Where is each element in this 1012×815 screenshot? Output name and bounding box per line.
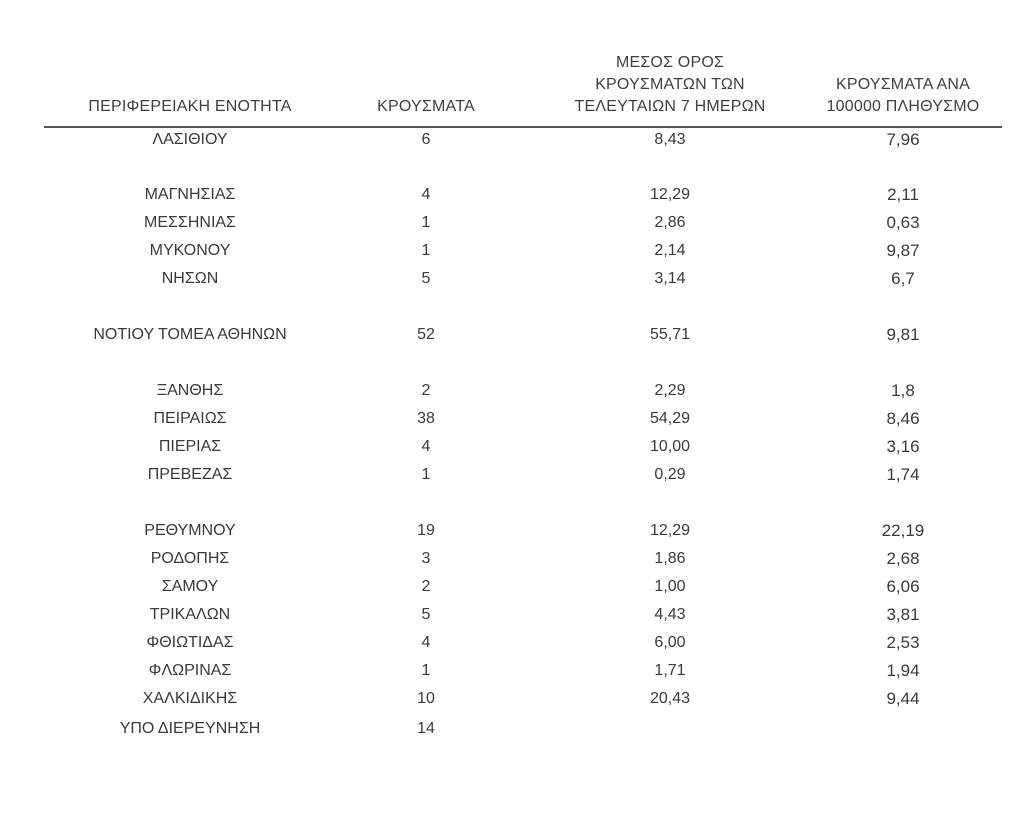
cell-cases: 1 <box>421 214 431 231</box>
cell-cases: 1 <box>421 242 431 259</box>
cell-region: ΥΠΟ ΔΙΕΡΕΥΝΗΣΗ <box>119 720 261 737</box>
cell-region: ΧΑΛΚΙΔΙΚΗΣ <box>142 690 238 707</box>
cell-avg-7-days: 2,29 <box>654 382 686 399</box>
cell-avg-7-days: 4,43 <box>654 606 686 623</box>
cell-cases: 4 <box>421 186 431 203</box>
table-row <box>0 182 1012 208</box>
cell-avg-7-days: 2,14 <box>654 242 686 259</box>
cell-cases: 19 <box>417 522 435 539</box>
cell-cases-per-100k: 1,94 <box>886 661 920 680</box>
cell-cases: 5 <box>421 270 431 287</box>
table-row <box>0 266 1012 292</box>
cell-cases-per-100k: 9,81 <box>886 325 920 344</box>
header-cases-line: ΚΡΟΥΣΜΑΤΑ <box>377 98 475 115</box>
cell-cases-per-100k: 2,53 <box>886 633 920 652</box>
table-row <box>0 238 1012 264</box>
cell-cases-per-100k: 6,7 <box>891 269 915 288</box>
cell-region: ΠΡΕΒΕΖΑΣ <box>147 466 233 483</box>
header-avg-7-days-line: ΚΡΟΥΣΜΑΤΩΝ ΤΩΝ <box>595 76 745 93</box>
cell-region: ΡΟΔΟΠΗΣ <box>150 550 230 567</box>
header-avg-7-days-line: ΜΕΣΟΣ ΟΡΟΣ <box>615 54 725 71</box>
cell-region: ΤΡΙΚΑΛΩΝ <box>149 606 231 623</box>
cell-region: ΦΘΙΩΤΙΔΑΣ <box>146 634 234 651</box>
cell-region: ΠΕΙΡΑΙΩΣ <box>153 410 227 427</box>
table-row <box>0 518 1012 544</box>
cell-cases-per-100k: 9,44 <box>886 689 920 708</box>
cell-cases-per-100k: 0,63 <box>886 213 920 232</box>
table-row <box>0 686 1012 712</box>
cell-avg-7-days: 12,29 <box>649 522 691 539</box>
cell-region: ΣΑΜΟΥ <box>161 578 219 595</box>
table-row <box>0 462 1012 488</box>
cell-avg-7-days: 1,00 <box>654 578 686 595</box>
table-row <box>0 406 1012 432</box>
cell-cases-per-100k: 7,96 <box>886 130 920 149</box>
table-row <box>0 210 1012 236</box>
cell-cases-per-100k: 2,68 <box>886 549 920 568</box>
table-row <box>0 574 1012 600</box>
cell-cases-per-100k: 1,8 <box>891 381 915 400</box>
cell-cases: 2 <box>421 578 431 595</box>
cell-avg-7-days: 54,29 <box>649 410 691 427</box>
cell-cases: 2 <box>421 382 431 399</box>
cell-avg-7-days: 8,43 <box>654 131 686 148</box>
cell-avg-7-days: 20,43 <box>649 690 691 707</box>
cell-region: ΞΑΝΘΗΣ <box>156 382 224 399</box>
cell-region: ΜΑΓΝΗΣΙΑΣ <box>144 186 236 203</box>
cell-region: ΝΗΣΩΝ <box>161 270 219 287</box>
cell-cases: 38 <box>417 410 435 427</box>
cell-cases: 1 <box>421 466 431 483</box>
header-region-line: ΠΕΡΙΦΕΡΕΙΑΚΗ ΕΝΟΤΗΤΑ <box>88 98 292 115</box>
cell-region: ΠΙΕΡΙΑΣ <box>158 438 222 455</box>
cell-avg-7-days: 1,71 <box>654 662 686 679</box>
table-row <box>0 602 1012 628</box>
header-per-100k-line: ΚΡΟΥΣΜΑΤΑ ΑΝΑ <box>835 76 971 93</box>
cell-region: ΝΟΤΙΟΥ ΤΟΜΕΑ ΑΘΗΝΩΝ <box>93 326 287 343</box>
cell-cases-per-100k: 22,19 <box>881 521 925 540</box>
cell-cases-per-100k: 6,06 <box>886 577 920 596</box>
cell-cases: 4 <box>421 438 431 455</box>
table-row <box>0 322 1012 348</box>
cell-cases-per-100k: 3,81 <box>886 605 920 624</box>
cell-region: ΜΥΚΟΝΟΥ <box>149 242 231 259</box>
cell-cases-per-100k: 2,11 <box>887 185 919 204</box>
table-row <box>0 716 1012 742</box>
cell-avg-7-days: 1,86 <box>654 550 686 567</box>
cell-avg-7-days: 12,29 <box>649 186 691 203</box>
cell-region: ΜΕΣΣΗΝΙΑΣ <box>144 214 236 231</box>
cell-region: ΡΕΘΥΜΝΟΥ <box>144 522 236 539</box>
cell-avg-7-days: 10,00 <box>649 438 691 455</box>
header-avg-7-days-line: ΤΕΛΕΥΤΑΙΩΝ 7 ΗΜΕΡΩΝ <box>574 98 766 115</box>
cell-cases: 1 <box>421 662 431 679</box>
cell-region: ΛΑΣΙΘΙΟΥ <box>152 131 228 148</box>
header-per-100k-line: 100000 ΠΛΗΘΥΣΜΟ <box>826 98 980 115</box>
cell-cases: 10 <box>417 690 435 707</box>
cell-avg-7-days: 2,86 <box>654 214 686 231</box>
cell-avg-7-days: 3,14 <box>654 270 686 287</box>
cell-cases-per-100k: 9,87 <box>886 241 920 260</box>
cell-avg-7-days: 55,71 <box>649 326 691 343</box>
table-row <box>0 630 1012 656</box>
cell-cases: 6 <box>421 131 431 148</box>
cell-cases: 14 <box>417 720 435 737</box>
table-row <box>0 127 1012 153</box>
cell-region: ΦΛΩΡΙΝΑΣ <box>148 662 232 679</box>
cell-cases: 5 <box>421 606 431 623</box>
cell-cases: 4 <box>421 634 431 651</box>
cell-cases-per-100k: 3,16 <box>886 437 920 456</box>
cell-avg-7-days: 6,00 <box>654 634 686 651</box>
table-row <box>0 546 1012 572</box>
cell-cases-per-100k: 8,46 <box>886 409 920 428</box>
table-row <box>0 434 1012 460</box>
cell-avg-7-days: 0,29 <box>654 466 686 483</box>
table-row <box>0 378 1012 404</box>
table-row <box>0 658 1012 684</box>
cell-cases: 52 <box>417 326 435 343</box>
cell-cases: 3 <box>421 550 431 567</box>
cell-cases-per-100k: 1,74 <box>886 465 920 484</box>
